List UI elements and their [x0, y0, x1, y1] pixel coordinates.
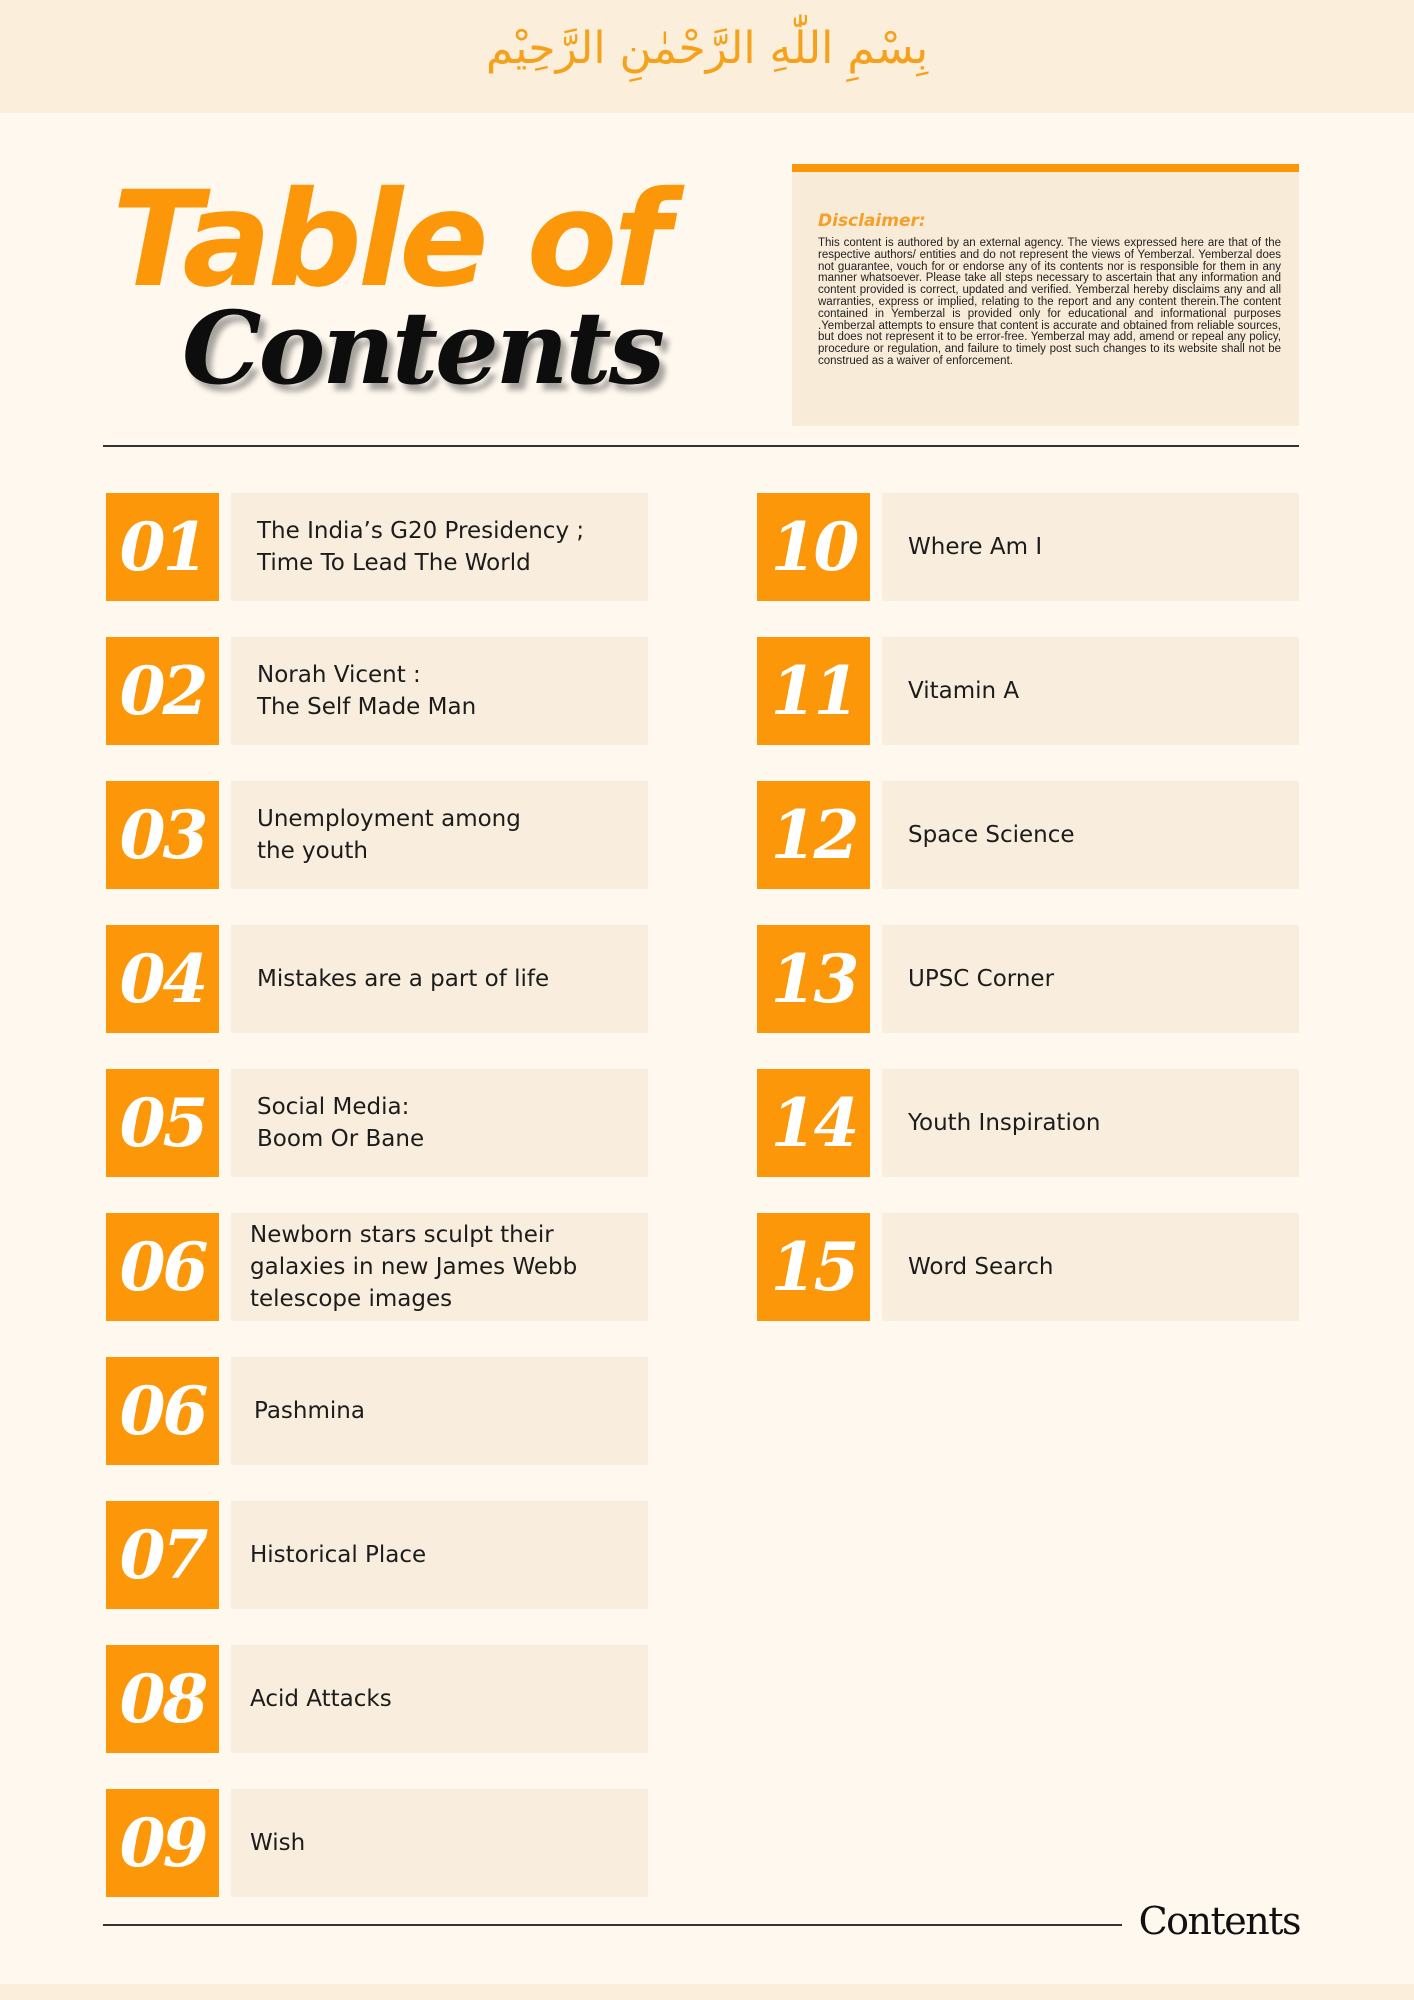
- toc-item[interactable]: [106, 1213, 648, 1321]
- toc-item[interactable]: [106, 781, 648, 889]
- toc-number: 07: [106, 1501, 219, 1609]
- toc-label-box: [231, 925, 648, 1033]
- toc-item[interactable]: [106, 493, 648, 601]
- toc-label-box: [231, 493, 648, 601]
- toc-number: 06: [106, 1213, 219, 1321]
- toc-label-box: [231, 637, 648, 745]
- toc-item[interactable]: [757, 1069, 1299, 1177]
- toc-number: 15: [757, 1213, 870, 1321]
- page-title-line1: Table of: [112, 163, 667, 317]
- toc-number: 06: [106, 1357, 219, 1465]
- toc-label-box: [231, 1213, 648, 1321]
- disclaimer-body: This content is authored by an external agency. The views expressed here are that of the respective authors/ entities and do not represent the views of Yemberzal. Yemberzal does not guarantee, vouch for or endorse any of its contents nor is responsible for them in any manner whatsoever. Please take all steps necessary to ascertain that any information and content provided is correct, updated and verified. Yemberzal hereby disclaims any and all warranties, express or implied, relating to the report and any content therein.The content contained in Yemberzal is provided only for educational and informational purposes .Yemberzal attempts to ensure that content is accurate and obtained from reliable sources, but does not represent it to be error-free. Yemberzal may add, amend or repeal any policy, procedure or regulation, and failure to timely post such changes to its website shall not be construed as a waiver of enforcement.: [818, 237, 1281, 367]
- toc-label: Youth Inspiration: [908, 1110, 1101, 1136]
- toc-item[interactable]: [106, 925, 648, 1033]
- toc-label-box: [231, 781, 648, 889]
- toc-label: Social Media: Boom Or Bane: [257, 1094, 425, 1152]
- toc-label: Unemployment among the youth: [257, 806, 521, 864]
- toc-label-box: [882, 925, 1299, 1033]
- toc-number: 04: [106, 925, 219, 1033]
- bismillah-calligraphy: بِسْمِ اللّٰهِ الرَّحْمٰنِ الرَّحِيْم: [485, 23, 929, 74]
- toc-item[interactable]: [757, 637, 1299, 745]
- toc-number: 14: [757, 1069, 870, 1177]
- toc-item[interactable]: [757, 781, 1299, 889]
- toc-number: 12: [757, 781, 870, 889]
- footer-label: Contents: [1138, 1899, 1300, 1943]
- disclaimer-box: [792, 164, 1299, 426]
- toc-label-box: [882, 493, 1299, 601]
- toc-label: Wish: [250, 1830, 306, 1856]
- toc-item[interactable]: [106, 1789, 648, 1897]
- toc-number: 10: [757, 493, 870, 601]
- toc-item[interactable]: [757, 493, 1299, 601]
- toc-label: Norah Vicent : The Self Made Man: [257, 662, 477, 720]
- toc-label-box: [231, 1069, 648, 1177]
- toc-number: 13: [757, 925, 870, 1033]
- toc-label: Space Science: [908, 822, 1075, 848]
- toc-item[interactable]: [106, 1645, 648, 1753]
- toc-label: Pashmina: [254, 1398, 365, 1424]
- toc-label: Where Am I: [908, 534, 1043, 560]
- toc-label-box: [231, 1645, 648, 1753]
- toc-label: UPSC Corner: [908, 966, 1055, 992]
- toc-label: Historical Place: [250, 1542, 427, 1568]
- toc-label-box: [231, 1501, 648, 1609]
- toc-label-box: [882, 781, 1299, 889]
- toc-item[interactable]: [106, 637, 648, 745]
- toc-label: Vitamin A: [908, 678, 1020, 704]
- toc-number: 09: [106, 1789, 219, 1897]
- toc-label-box: [882, 1069, 1299, 1177]
- top-divider: [103, 445, 1299, 447]
- toc-label-box: [882, 1213, 1299, 1321]
- toc-item[interactable]: [106, 1069, 648, 1177]
- toc-number: 05: [106, 1069, 219, 1177]
- toc-label: The India’s G20 Presidency ; Time To Lead The World: [257, 518, 585, 576]
- toc-number: 02: [106, 637, 219, 745]
- toc-number: 08: [106, 1645, 219, 1753]
- page-title-line2: Contents: [182, 289, 663, 407]
- toc-label: Mistakes are a part of life: [257, 966, 550, 992]
- toc-number: 11: [757, 637, 870, 745]
- toc-label-box: [231, 1357, 648, 1465]
- toc-label: Acid Attacks: [250, 1686, 392, 1712]
- bottom-divider: [103, 1924, 1122, 1926]
- disclaimer-title: Disclaimer:: [818, 211, 926, 231]
- toc-label-box: [882, 637, 1299, 745]
- toc-item[interactable]: [106, 1357, 648, 1465]
- toc-label: Word Search: [908, 1254, 1054, 1280]
- toc-label: Newborn stars sculpt their galaxies in new James Webb telescope images: [250, 1222, 578, 1312]
- toc-label-box: [231, 1789, 648, 1897]
- bottom-band: [0, 1984, 1414, 2000]
- toc-number: 03: [106, 781, 219, 889]
- toc-item[interactable]: [757, 925, 1299, 1033]
- toc-number: 01: [106, 493, 219, 601]
- toc-item[interactable]: [757, 1213, 1299, 1321]
- toc-item[interactable]: [106, 1501, 648, 1609]
